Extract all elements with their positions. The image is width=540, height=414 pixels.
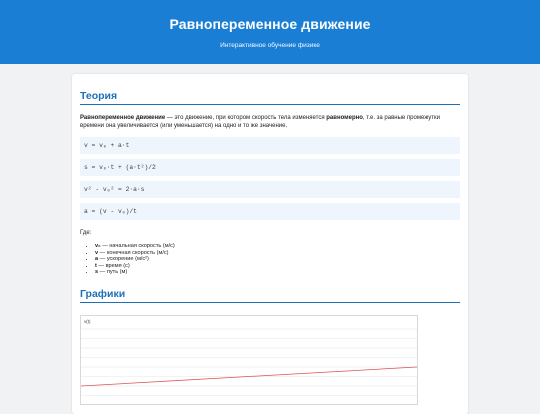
variables-list — [80, 243, 460, 276]
variable-symbol: a — [95, 256, 99, 263]
variable-symbol: t — [95, 262, 97, 269]
variable-symbol: v₀ — [95, 243, 101, 249]
list-item — [95, 269, 460, 276]
list-item — [95, 256, 460, 263]
formula-acceleration: a = (v - v₀)/t — [80, 203, 460, 220]
velocity-chart — [80, 315, 418, 405]
chart-grid — [81, 329, 417, 404]
variable-description: — время (с) — [96, 262, 130, 269]
formula-velocity-squared: v² - v₀² = 2·a·s — [80, 181, 460, 198]
theory-title: Теория — [80, 90, 460, 105]
variable-symbol: v — [95, 249, 99, 256]
where-label: Где: — [80, 230, 92, 236]
variable-description: — путь (м) — [98, 269, 128, 276]
intro-emphasis: равномерно — [326, 115, 363, 121]
formula-velocity: v = v₀ + a·t — [80, 137, 460, 154]
chart-canvas — [81, 316, 417, 404]
page-header — [0, 0, 540, 64]
graphs-title: Графики — [80, 288, 460, 303]
theory-intro — [80, 114, 460, 130]
intro-term: Равнопеременное движение — [80, 115, 166, 121]
formula-distance: s = v₀·t + (a·t²)/2 — [80, 159, 460, 176]
page-subtitle: Интерактивное обучение физике — [220, 42, 320, 49]
list-item — [95, 250, 460, 257]
content-card — [72, 74, 468, 414]
intro-text-2: , т.е. за равные промежутки времени она увеличивается (или уменьшается) на одно и то же значение. — [80, 115, 441, 129]
intro-text-1: — это движение, при котором скорость тела изменяется — [165, 115, 327, 121]
variable-description: — конечная скорость (м/с) — [98, 249, 169, 256]
variable-symbol: s — [95, 269, 99, 276]
chart-title: v(t) — [84, 318, 91, 324]
page-title: Равнопеременное движение — [169, 16, 371, 32]
list-item — [95, 243, 460, 250]
variable-description: — ускорение (м/с²) — [98, 256, 149, 263]
list-item — [95, 263, 460, 270]
variable-description: — начальная скорость (м/с) — [100, 243, 175, 249]
